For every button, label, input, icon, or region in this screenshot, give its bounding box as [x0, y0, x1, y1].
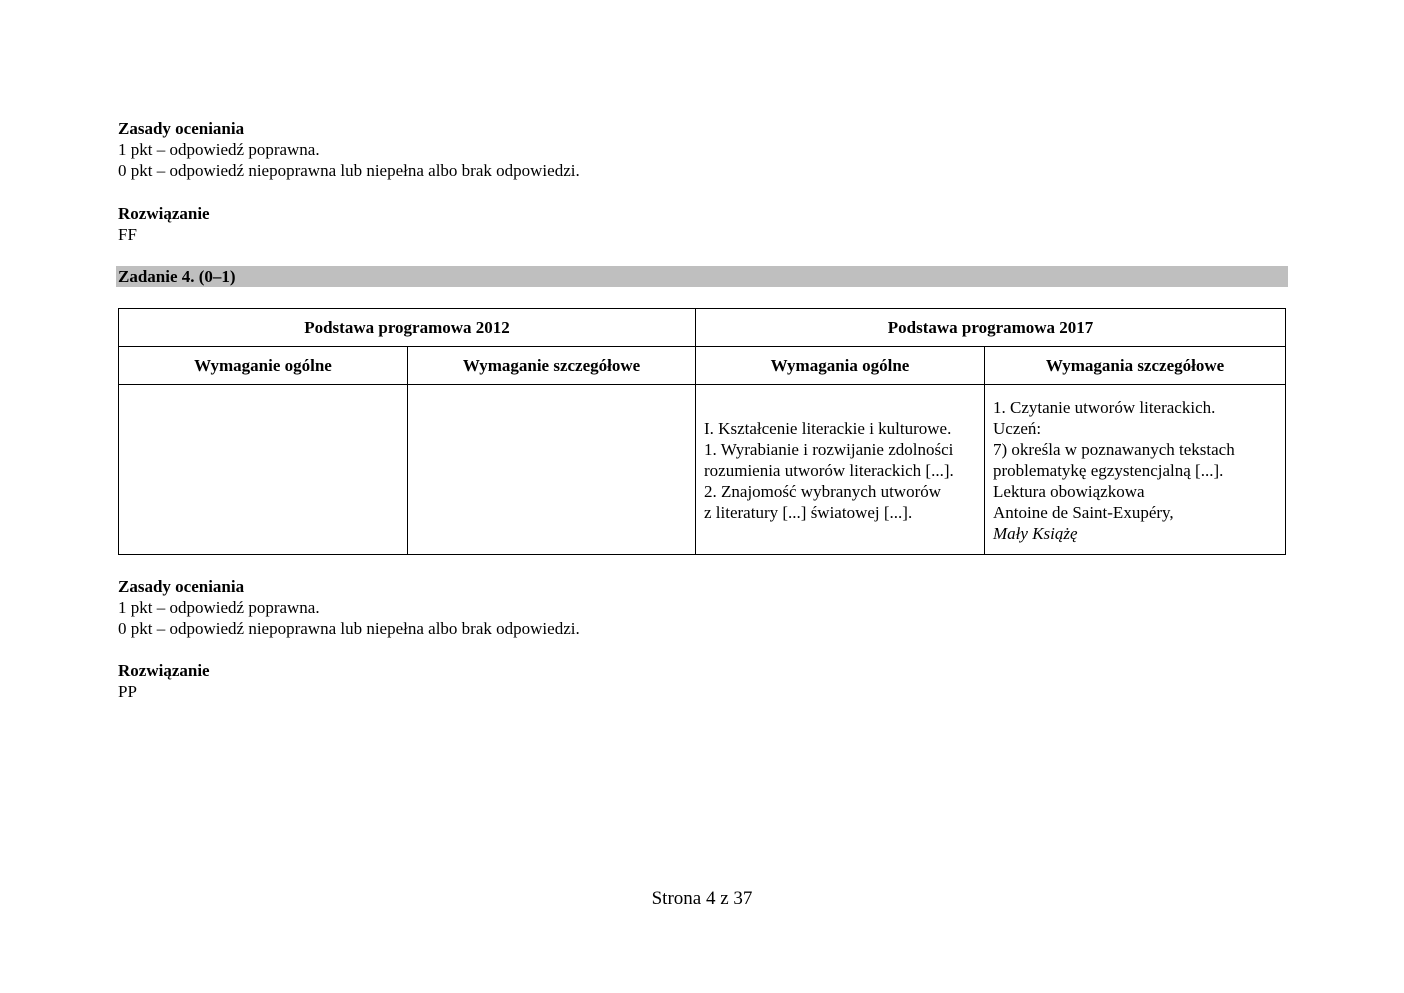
general-2017-line: I. Kształcenie literackie i kulturowe.	[704, 419, 952, 438]
solution-value: FF	[118, 225, 137, 244]
solution-section-2	[118, 660, 210, 702]
group-header-2012: Podstawa programowa 2012	[119, 309, 696, 347]
scoring-rules-heading: Zasady oceniania	[118, 119, 245, 138]
general-2017-line: 1. Wyrabianie i rozwijanie zdolności	[704, 440, 954, 459]
book-title: Mały Książę	[993, 524, 1078, 543]
table-row	[119, 385, 1286, 555]
general-2017-line: rozumienia utworów literackich [...].	[704, 461, 954, 480]
cell-detailed-2017	[985, 385, 1286, 555]
col-header-detailed-2017: Wymagania szczegółowe	[985, 347, 1286, 385]
scoring-rules-section-1	[118, 118, 580, 181]
task-title: Zadanie 4. (0–1)	[118, 267, 236, 286]
col-header-general-2017: Wymagania ogólne	[696, 347, 985, 385]
table-column-header-row	[119, 347, 1286, 385]
group-header-2017: Podstawa programowa 2017	[696, 309, 1286, 347]
cell-detailed-2012	[408, 385, 696, 555]
scoring-rule-1pt: 1 pkt – odpowiedź poprawna.	[118, 598, 320, 617]
solution-heading: Rozwiązanie	[118, 204, 210, 223]
solution-heading: Rozwiązanie	[118, 661, 210, 680]
detailed-2017-line: Uczeń:	[993, 419, 1042, 438]
scoring-rules-heading: Zasady oceniania	[118, 577, 245, 596]
scoring-rule-0pt: 0 pkt – odpowiedź niepoprawna lub niepełna albo brak odpowiedzi.	[118, 161, 580, 180]
detailed-2017-line: 7) określa w poznawanych tekstach	[993, 440, 1235, 459]
detailed-2017-line: problematykę egzystencjalną [...].	[993, 461, 1224, 480]
requirements-table	[118, 308, 1286, 555]
general-2017-line: 2. Znajomość wybranych utworów	[704, 482, 942, 501]
scoring-rules-section-2	[118, 576, 580, 639]
col-header-general-2012: Wymaganie ogólne	[119, 347, 408, 385]
cell-general-2017	[696, 385, 985, 555]
solution-section-1	[118, 203, 210, 245]
scoring-rule-0pt: 0 pkt – odpowiedź niepoprawna lub niepełna albo brak odpowiedzi.	[118, 619, 580, 638]
detailed-2017-line: Lektura obowiązkowa	[993, 482, 1145, 501]
cell-general-2012	[119, 385, 408, 555]
table-group-header-row	[119, 309, 1286, 347]
scoring-rule-1pt: 1 pkt – odpowiedź poprawna.	[118, 140, 320, 159]
general-2017-line: z literatury [...] światowej [...].	[704, 503, 913, 522]
detailed-2017-line: 1. Czytanie utworów literackich.	[993, 398, 1216, 417]
task-header-bar	[116, 266, 1288, 287]
col-header-detailed-2012: Wymaganie szczegółowe	[408, 347, 696, 385]
solution-value: PP	[118, 682, 137, 701]
detailed-2017-line: Antoine de Saint-Exupéry,	[993, 503, 1174, 522]
page-number: Strona 4 z 37	[651, 888, 753, 909]
